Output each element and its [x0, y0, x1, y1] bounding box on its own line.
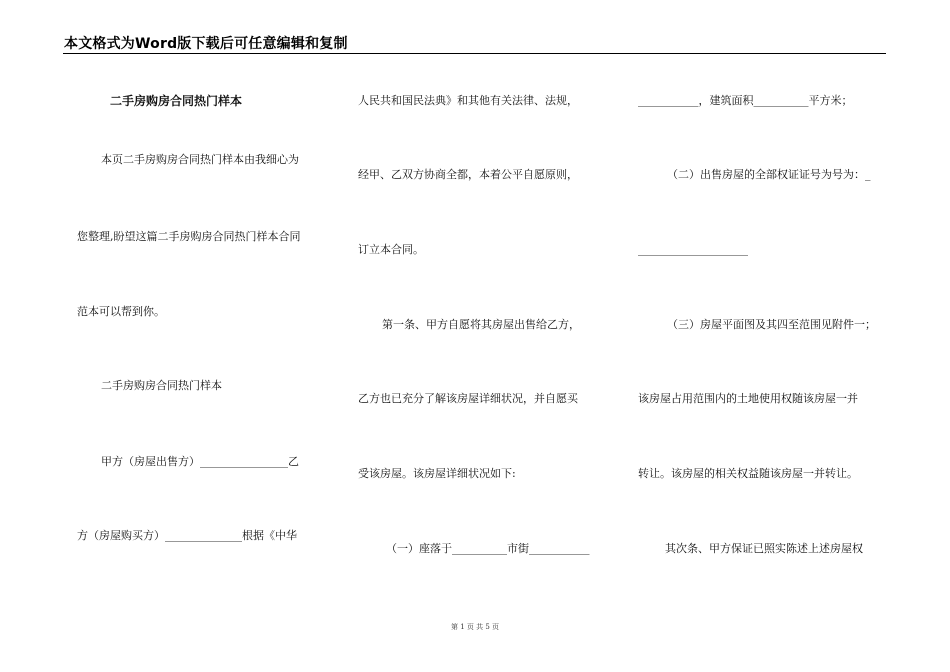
buyer-line: 方（房屋购买方）______________根据《中华: [77, 529, 297, 542]
col2-line-2: 经甲、乙双方协商全都，本着公平自愿原则，: [358, 168, 578, 181]
page-number: 第 1 页 共 5 页: [450, 623, 500, 631]
certificate-blank: ____________________: [638, 243, 748, 256]
sample-subtitle: 二手房购房合同热门样本: [101, 379, 222, 392]
intro-line-3: 范本可以帮到你。: [77, 305, 165, 318]
col3-line-6: 转让。该房屋的相关权益随该房屋一并转让。: [638, 467, 858, 480]
article-two-line: 其次条、甲方保证已照实陈述上述房屋权: [665, 542, 863, 555]
seller-line: 甲方（房屋出售方）________________乙: [101, 455, 299, 468]
certificate-line: （二）出售房屋的全部权证证号为号为：_: [667, 168, 871, 181]
location-line: （一）座落于__________市街___________: [386, 542, 590, 555]
document-title: 二手房购房合同热门样本: [110, 94, 243, 108]
intro-line-2: 您整理,盼望这篇二手房购房合同热门样本合同: [77, 230, 301, 243]
col2-line-5: 乙方也已充分了解该房屋详细状况，并自愿买: [358, 392, 578, 405]
col2-line-3: 订立本合同。: [358, 243, 424, 256]
article-one-line: 第一条、甲方自愿将其房屋出售给乙方，: [382, 318, 580, 331]
floor-plan-line: （三）房屋平面图及其四至范围见附件一；: [667, 318, 876, 331]
area-line: ___________，建筑面积__________平方米；: [638, 94, 853, 107]
col2-line-1: 人民共和国民法典》和其他有关法律、法规，: [358, 94, 578, 107]
intro-line-1: 本页二手房购房合同热门样本由我细心为: [101, 153, 299, 166]
col3-line-5: 该房屋占用范围内的土地使用权随该房屋一并: [638, 392, 858, 405]
document-header: 本文格式为Word版下载后可任意编辑和复制: [64, 36, 348, 52]
col2-line-6: 受该房屋。该房屋详细状况如下:: [358, 467, 516, 480]
header-divider: [63, 53, 886, 54]
